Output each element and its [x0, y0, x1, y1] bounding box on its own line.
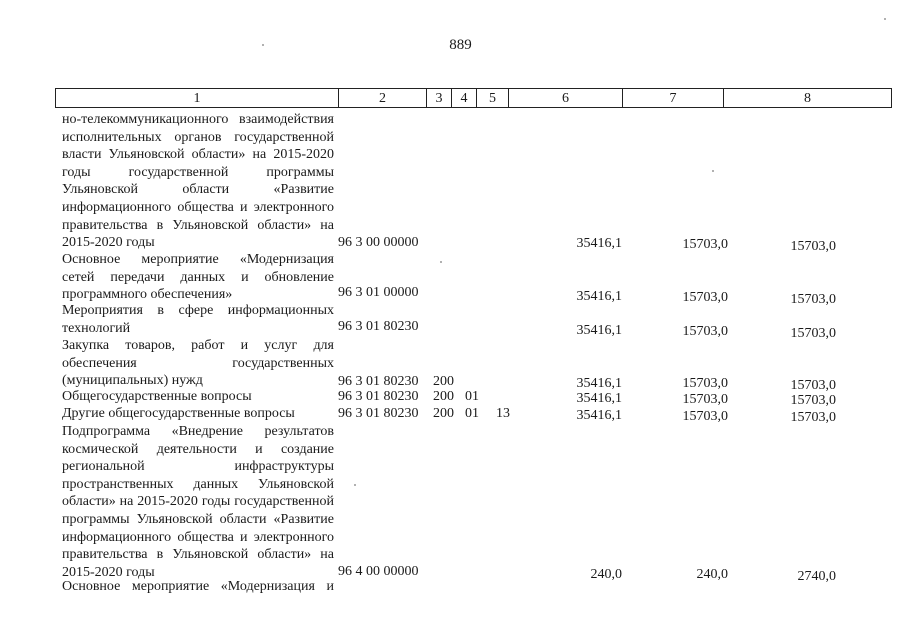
row-value-6: 35416,1 — [576, 376, 622, 391]
page-number: 889 — [449, 37, 472, 53]
row-rz: 01 — [465, 389, 479, 404]
header-col-1: 1 — [56, 89, 339, 107]
header-col-2: 2 — [339, 89, 427, 107]
header-col-3: 3 — [427, 89, 452, 107]
scan-speck — [884, 18, 886, 20]
row-name: но-телекоммуникационного взаимодействия исполнительных органов государственной власти Ульяновской области» на 2015-2020 годы государственной программы Ульяновской области «Развитие информационного общества и электронного правительства в Ульяновской области» на 2015-2020 годы — [62, 112, 334, 251]
row-value-8: 15703,0 — [790, 292, 836, 307]
row-code: 96 3 00 00000 — [338, 235, 419, 250]
row-rz: 01 — [465, 406, 479, 421]
row-name: Основное мероприятие «Модернизация и — [62, 579, 334, 594]
row-name: Закупка товаров, работ и услуг для обеспечения государственных (муниципальных) нужд — [62, 338, 334, 389]
row-value-6: 240,0 — [590, 567, 622, 582]
row-value-7: 15703,0 — [682, 237, 728, 252]
row-kvr: 200 — [433, 389, 454, 404]
row-value-6: 35416,1 — [576, 236, 622, 251]
header-col-7: 7 — [623, 89, 724, 107]
row-name: Общегосударственные вопросы — [62, 389, 252, 404]
row-value-6: 35416,1 — [576, 323, 622, 338]
row-value-7: 15703,0 — [682, 376, 728, 391]
row-value-8: 15703,0 — [790, 393, 836, 408]
row-value-8: 15703,0 — [790, 239, 836, 254]
row-value-7: 15703,0 — [682, 409, 728, 424]
row-name: Основное мероприятие «Модернизация сетей передачи данных и обновление программного обеспечения» — [62, 252, 334, 303]
header-col-4: 4 — [452, 89, 477, 107]
row-code: 96 4 00 00000 — [338, 564, 419, 579]
row-code: 96 3 01 80230 — [338, 374, 419, 389]
row-value-6: 35416,1 — [576, 391, 622, 406]
row-value-8: 15703,0 — [790, 378, 836, 393]
row-value-8: 15703,0 — [790, 410, 836, 425]
row-code: 96 3 01 00000 — [338, 285, 419, 300]
header-col-6: 6 — [509, 89, 623, 107]
row-value-8: 15703,0 — [790, 326, 836, 341]
row-name: Другие общегосударственные вопросы — [62, 406, 295, 421]
row-value-7: 15703,0 — [682, 324, 728, 339]
scan-speck — [354, 484, 356, 486]
row-code: 96 3 01 80230 — [338, 389, 419, 404]
row-value-8: 2740,0 — [797, 569, 836, 584]
row-value-7: 240,0 — [696, 567, 728, 582]
row-code: 96 3 01 80230 — [338, 406, 419, 421]
row-pr: 13 — [496, 406, 510, 421]
header-col-8: 8 — [804, 91, 811, 106]
row-name: Мероприятия в сфере информационных технологий — [62, 303, 334, 336]
scan-speck — [440, 261, 442, 263]
row-kvr: 200 — [433, 374, 454, 389]
row-kvr: 200 — [433, 406, 454, 421]
header-col-5: 5 — [477, 89, 509, 107]
row-value-7: 15703,0 — [682, 392, 728, 407]
row-code: 96 3 01 80230 — [338, 319, 419, 334]
row-name: Подпрограмма «Внедрение результатов космической деятельности и создание региональной инфраструктуры пространственных данных Ульяновской области» на 2015-2020 годы государственной программы Ульяновской области «Развитие информационного общества и электронного правительства в Ульяновской области» на 2015-2020 годы — [62, 424, 334, 580]
scan-speck — [262, 44, 264, 46]
table-header — [55, 88, 892, 108]
row-value-6: 35416,1 — [576, 289, 622, 304]
row-value-6: 35416,1 — [576, 408, 622, 423]
row-value-7: 15703,0 — [682, 290, 728, 305]
scan-speck — [712, 170, 714, 172]
